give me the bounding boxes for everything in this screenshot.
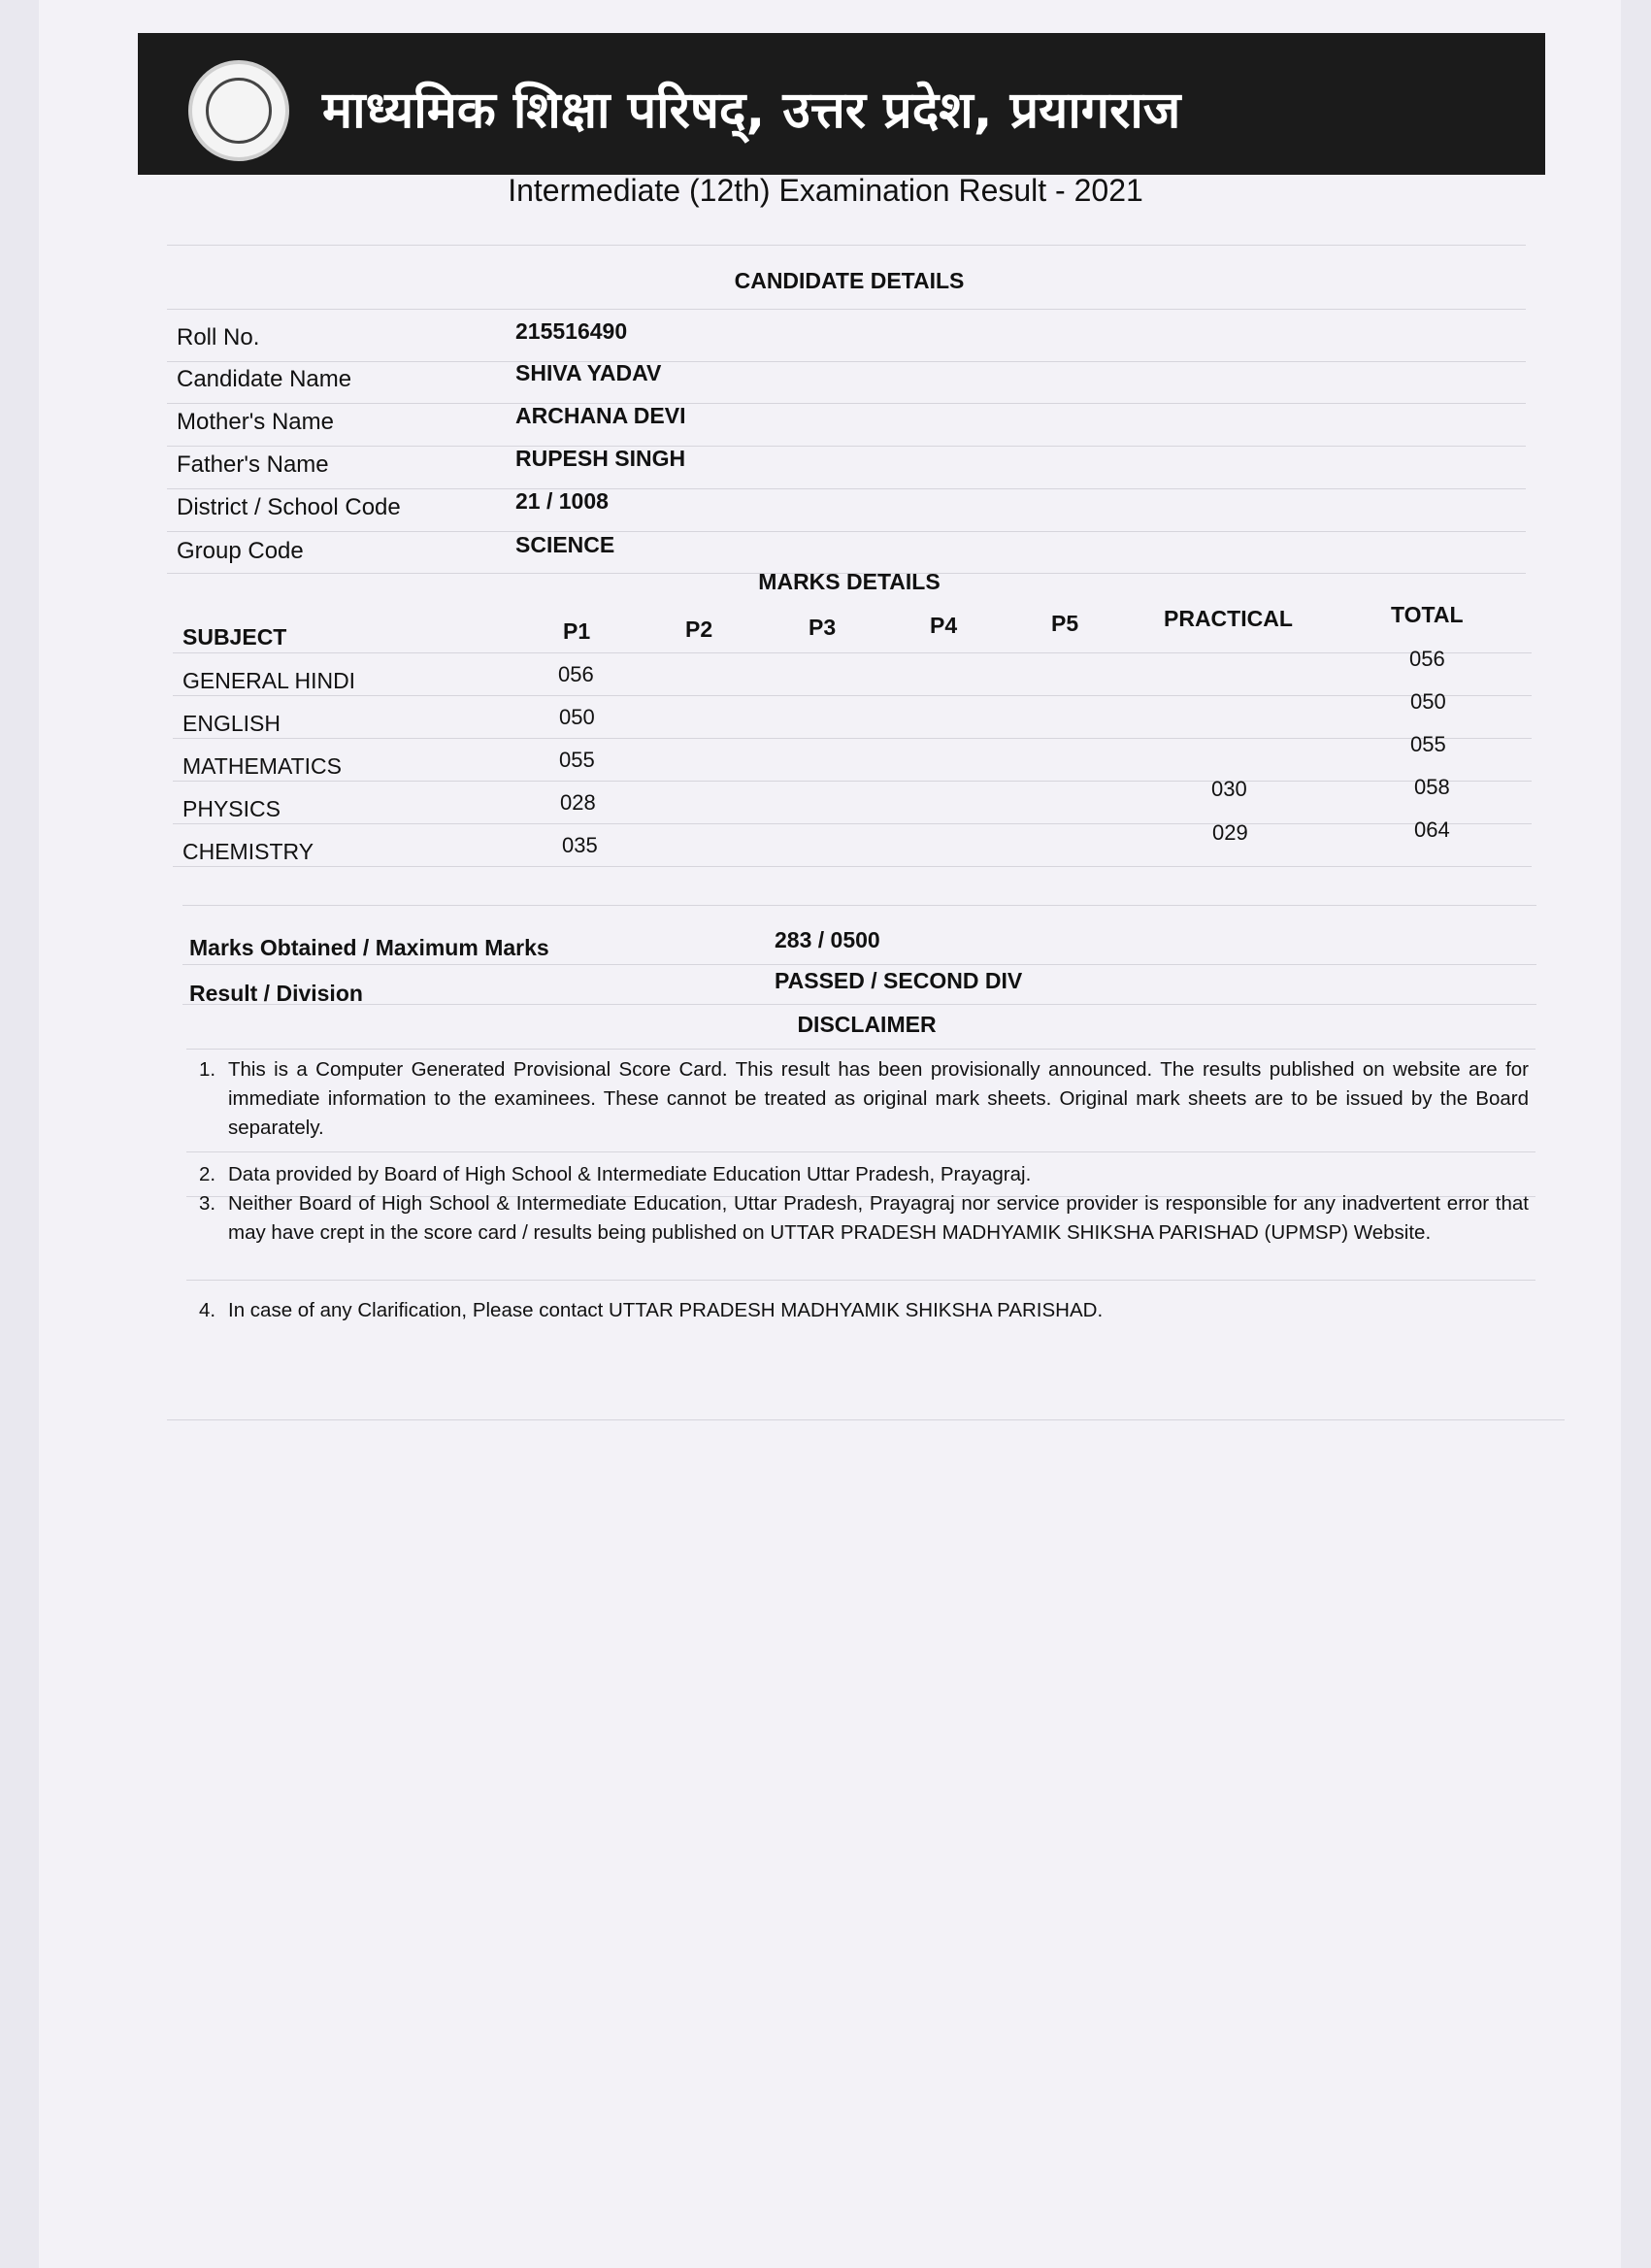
candidate-details-title: CANDIDATE DETAILS xyxy=(734,268,965,293)
divider xyxy=(182,905,1536,906)
marks-details-title: MARKS DETAILS xyxy=(758,569,941,594)
divider xyxy=(186,1280,1535,1281)
mother-name-label: Mother's Name xyxy=(177,409,334,435)
p1-mark: 050 xyxy=(559,705,595,729)
subject-name: MATHEMATICS xyxy=(182,753,342,779)
candidate-name-label: Candidate Name xyxy=(177,366,352,392)
subject-name: ENGLISH xyxy=(182,711,281,736)
result-division-label: Result / Division xyxy=(189,981,363,1006)
district-school-code-value: 21 / 1008 xyxy=(515,488,609,514)
col-header-p2: P2 xyxy=(685,617,713,642)
subject-name: GENERAL HINDI xyxy=(182,668,356,693)
col-header-p1: P1 xyxy=(563,618,591,644)
disclaimer-item-number: 3. xyxy=(199,1192,216,1215)
candidate-name-value: SHIVA YADAV xyxy=(515,360,662,385)
divider xyxy=(167,361,1526,362)
divider xyxy=(173,866,1532,867)
mother-name-value: ARCHANA DEVI xyxy=(515,403,686,428)
p1-mark: 028 xyxy=(560,790,596,815)
divider xyxy=(173,738,1532,739)
disclaimer-item xyxy=(199,1055,1529,1143)
total-mark: 055 xyxy=(1410,732,1446,756)
col-header-p4: P4 xyxy=(930,613,958,638)
col-header-total: TOTAL xyxy=(1391,602,1464,627)
p1-mark: 056 xyxy=(558,662,594,686)
p1-mark: 055 xyxy=(559,748,595,772)
disclaimer-item xyxy=(199,1189,1529,1248)
disclaimer-item-text: This is a Computer Generated Provisional Score Card. This result has been provisionally announced. The results published on website are for immediate information to the examinees. These cannot be treated as original mark sheets. Original mark sheets are to be issued by the Board separately. xyxy=(228,1058,1529,1139)
disclaimer-item xyxy=(199,1296,1529,1325)
total-mark: 058 xyxy=(1414,775,1450,799)
total-mark: 064 xyxy=(1414,817,1450,842)
result-division-value: PASSED / SECOND DIV xyxy=(775,968,1023,993)
roll-no-value: 215516490 xyxy=(515,318,628,344)
col-header-practical: PRACTICAL xyxy=(1164,606,1293,631)
divider xyxy=(182,1004,1536,1005)
divider xyxy=(167,531,1526,532)
divider xyxy=(173,781,1532,782)
divider xyxy=(173,695,1532,696)
emblem-icon xyxy=(206,78,272,144)
disclaimer-item-text: In case of any Clarification, Please contact UTTAR PRADESH MADHYAMIK SHIKSHA PARISHAD. xyxy=(228,1299,1104,1321)
disclaimer-item-number: 4. xyxy=(199,1299,216,1321)
col-header-p3: P3 xyxy=(809,615,837,640)
divider xyxy=(186,1049,1535,1050)
divider xyxy=(173,652,1532,653)
roll-no-label: Roll No. xyxy=(177,324,260,350)
total-mark: 056 xyxy=(1409,647,1445,671)
divider xyxy=(167,488,1526,489)
marks-obtained-label: Marks Obtained / Maximum Marks xyxy=(189,935,549,960)
divider xyxy=(167,245,1526,246)
district-school-code-label: District / School Code xyxy=(177,494,401,520)
divider xyxy=(173,823,1532,824)
document-title: Intermediate (12th) Examination Result - 2021 xyxy=(508,173,1143,208)
board-logo xyxy=(188,60,289,161)
disclaimer-item-number: 1. xyxy=(199,1058,216,1081)
subject-name: PHYSICS xyxy=(182,796,281,821)
disclaimer-item xyxy=(199,1160,1529,1189)
divider xyxy=(182,964,1536,965)
father-name-label: Father's Name xyxy=(177,451,329,478)
divider xyxy=(167,446,1526,447)
divider xyxy=(167,1419,1565,1420)
marks-obtained-value: 283 / 0500 xyxy=(775,927,880,952)
header-banner xyxy=(138,33,1545,175)
divider xyxy=(167,309,1526,310)
disclaimer-title: DISCLAIMER xyxy=(797,1012,937,1037)
group-code-label: Group Code xyxy=(177,538,304,564)
disclaimer-item-text: Data provided by Board of High School & Intermediate Education Uttar Pradesh, Prayagraj. xyxy=(228,1163,1032,1185)
divider xyxy=(167,403,1526,404)
father-name-value: RUPESH SINGH xyxy=(515,446,686,471)
p1-mark: 035 xyxy=(562,833,598,857)
group-code-value: SCIENCE xyxy=(515,532,615,557)
total-mark: 050 xyxy=(1410,689,1446,714)
practical-mark: 030 xyxy=(1211,777,1247,801)
subject-name: CHEMISTRY xyxy=(182,839,314,864)
col-header-p5: P5 xyxy=(1051,611,1079,636)
col-header-subject: SUBJECT xyxy=(182,624,287,650)
board-name: माध्यमिक शिक्षा परिषद्, उत्तर प्रदेश, प्रयागराज xyxy=(322,82,1181,140)
disclaimer-item-text: Neither Board of High School & Intermediate Education, Uttar Pradesh, Prayagraj nor service provider is responsible for any inadvertent error that may have crept in the score card / results being published on UTTAR PRADESH MADHYAMIK SHIKSHA PARISHAD (UPMSP) Website. xyxy=(228,1192,1529,1244)
practical-mark: 029 xyxy=(1212,820,1248,845)
disclaimer-item-number: 2. xyxy=(199,1163,216,1185)
divider xyxy=(186,1151,1535,1152)
